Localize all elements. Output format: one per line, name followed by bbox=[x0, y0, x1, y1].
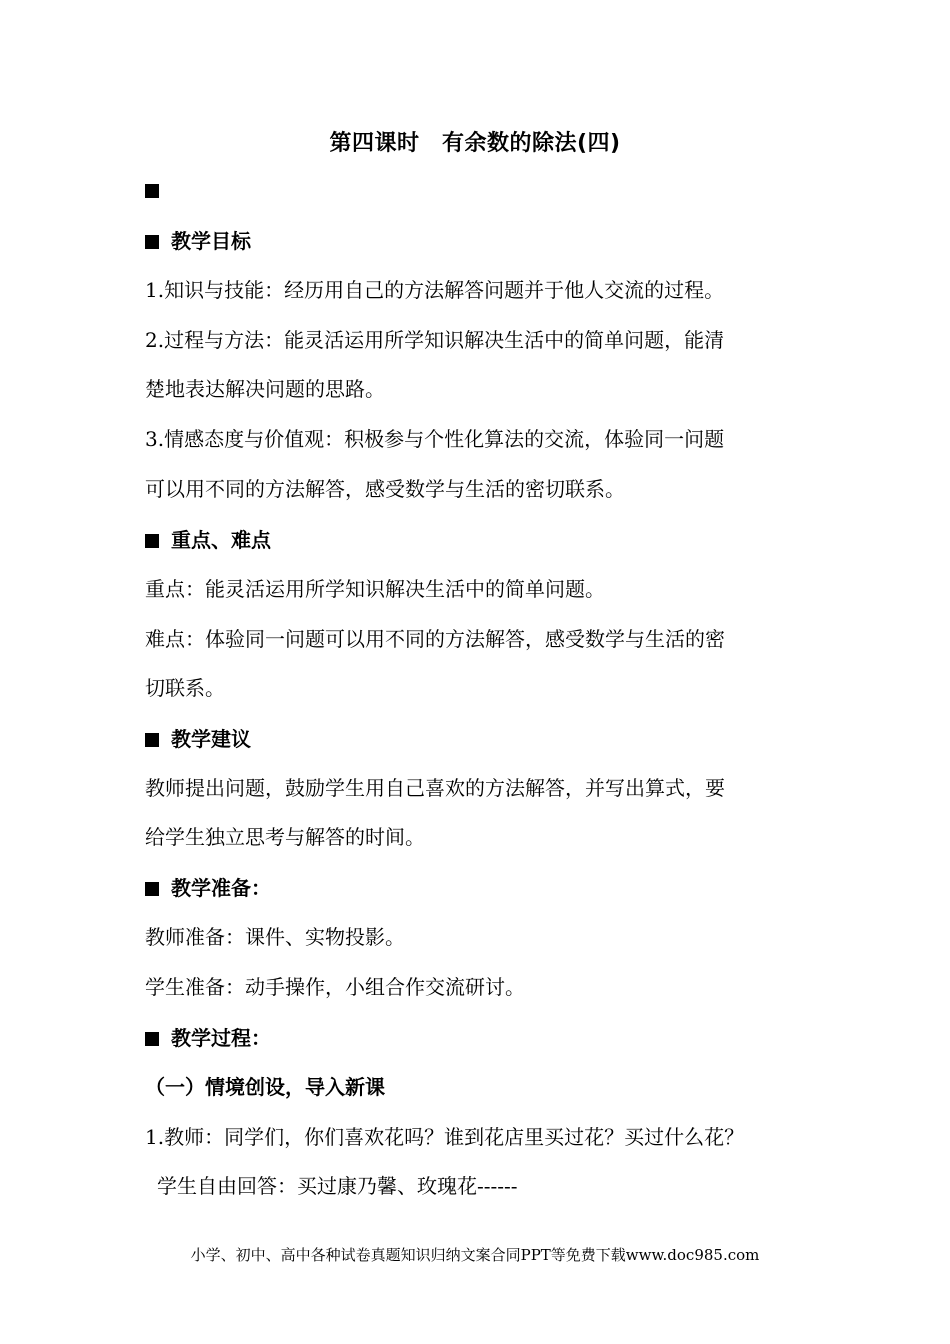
page-title: 第四课时 有余数的除法(四) bbox=[329, 131, 621, 156]
process-line: 1.教师：同学们，你们喜欢花吗？谁到花店里买过花？买过什么花？ bbox=[145, 1125, 745, 1149]
preparation-line: 教师准备：课件、实物投影。 bbox=[145, 925, 405, 949]
section-heading-process bbox=[145, 1024, 271, 1052]
process-line: 学生自由回答：买过康乃馨、玫瑰花------ bbox=[157, 1174, 518, 1198]
key-point-line: 重点：能灵活运用所学知识解决生活中的简单问题。 bbox=[145, 577, 605, 601]
square-bullet-icon bbox=[145, 733, 159, 747]
suggestion-line: 给学生独立思考与解答的时间。 bbox=[145, 825, 425, 849]
section-heading-text: 重点、难点 bbox=[171, 528, 271, 552]
section-heading-suggestions bbox=[145, 725, 251, 753]
section-heading-text: 教学建议 bbox=[171, 727, 251, 751]
process-subheading: （一）情境创设，导入新课 bbox=[145, 1075, 385, 1099]
objective-line: 1.知识与技能：经历用自己的方法解答问题并于他人交流的过程。 bbox=[145, 278, 725, 302]
section-heading-key-points bbox=[145, 526, 271, 554]
square-bullet-icon bbox=[145, 882, 159, 896]
preparation-line: 学生准备：动手操作，小组合作交流研讨。 bbox=[145, 975, 525, 999]
section-heading-objectives bbox=[145, 227, 251, 255]
square-bullet-icon bbox=[145, 1032, 159, 1046]
section-heading-text: 教学准备： bbox=[171, 876, 271, 900]
section-heading-preparation bbox=[145, 874, 271, 902]
key-point-line: 难点：体验同一问题可以用不同的方法解答，感受数学与生活的密 bbox=[145, 627, 725, 651]
objective-line: 2.过程与方法：能灵活运用所学知识解决生活中的简单问题，能清 bbox=[145, 328, 725, 352]
square-bullet-icon bbox=[145, 534, 159, 548]
key-point-line: 切联系。 bbox=[145, 676, 225, 700]
empty-bullet-line bbox=[145, 176, 171, 204]
suggestion-line: 教师提出问题，鼓励学生用自己喜欢的方法解答，并写出算式，要 bbox=[145, 776, 725, 800]
section-heading-text: 教学过程： bbox=[171, 1026, 271, 1050]
footer-text: 小学、初中、高中各种试卷真题知识归纳文案合同PPT等免费下载www.doc985.com bbox=[190, 1246, 760, 1264]
section-heading-text: 教学目标 bbox=[171, 229, 251, 253]
square-bullet-icon bbox=[145, 235, 159, 249]
objective-line: 可以用不同的方法解答，感受数学与生活的密切联系。 bbox=[145, 477, 625, 501]
objective-line: 楚地表达解决问题的思路。 bbox=[145, 377, 385, 401]
objective-line: 3.情感态度与价值观：积极参与个性化算法的交流，体验同一问题 bbox=[145, 427, 725, 451]
square-bullet-icon bbox=[145, 184, 159, 198]
